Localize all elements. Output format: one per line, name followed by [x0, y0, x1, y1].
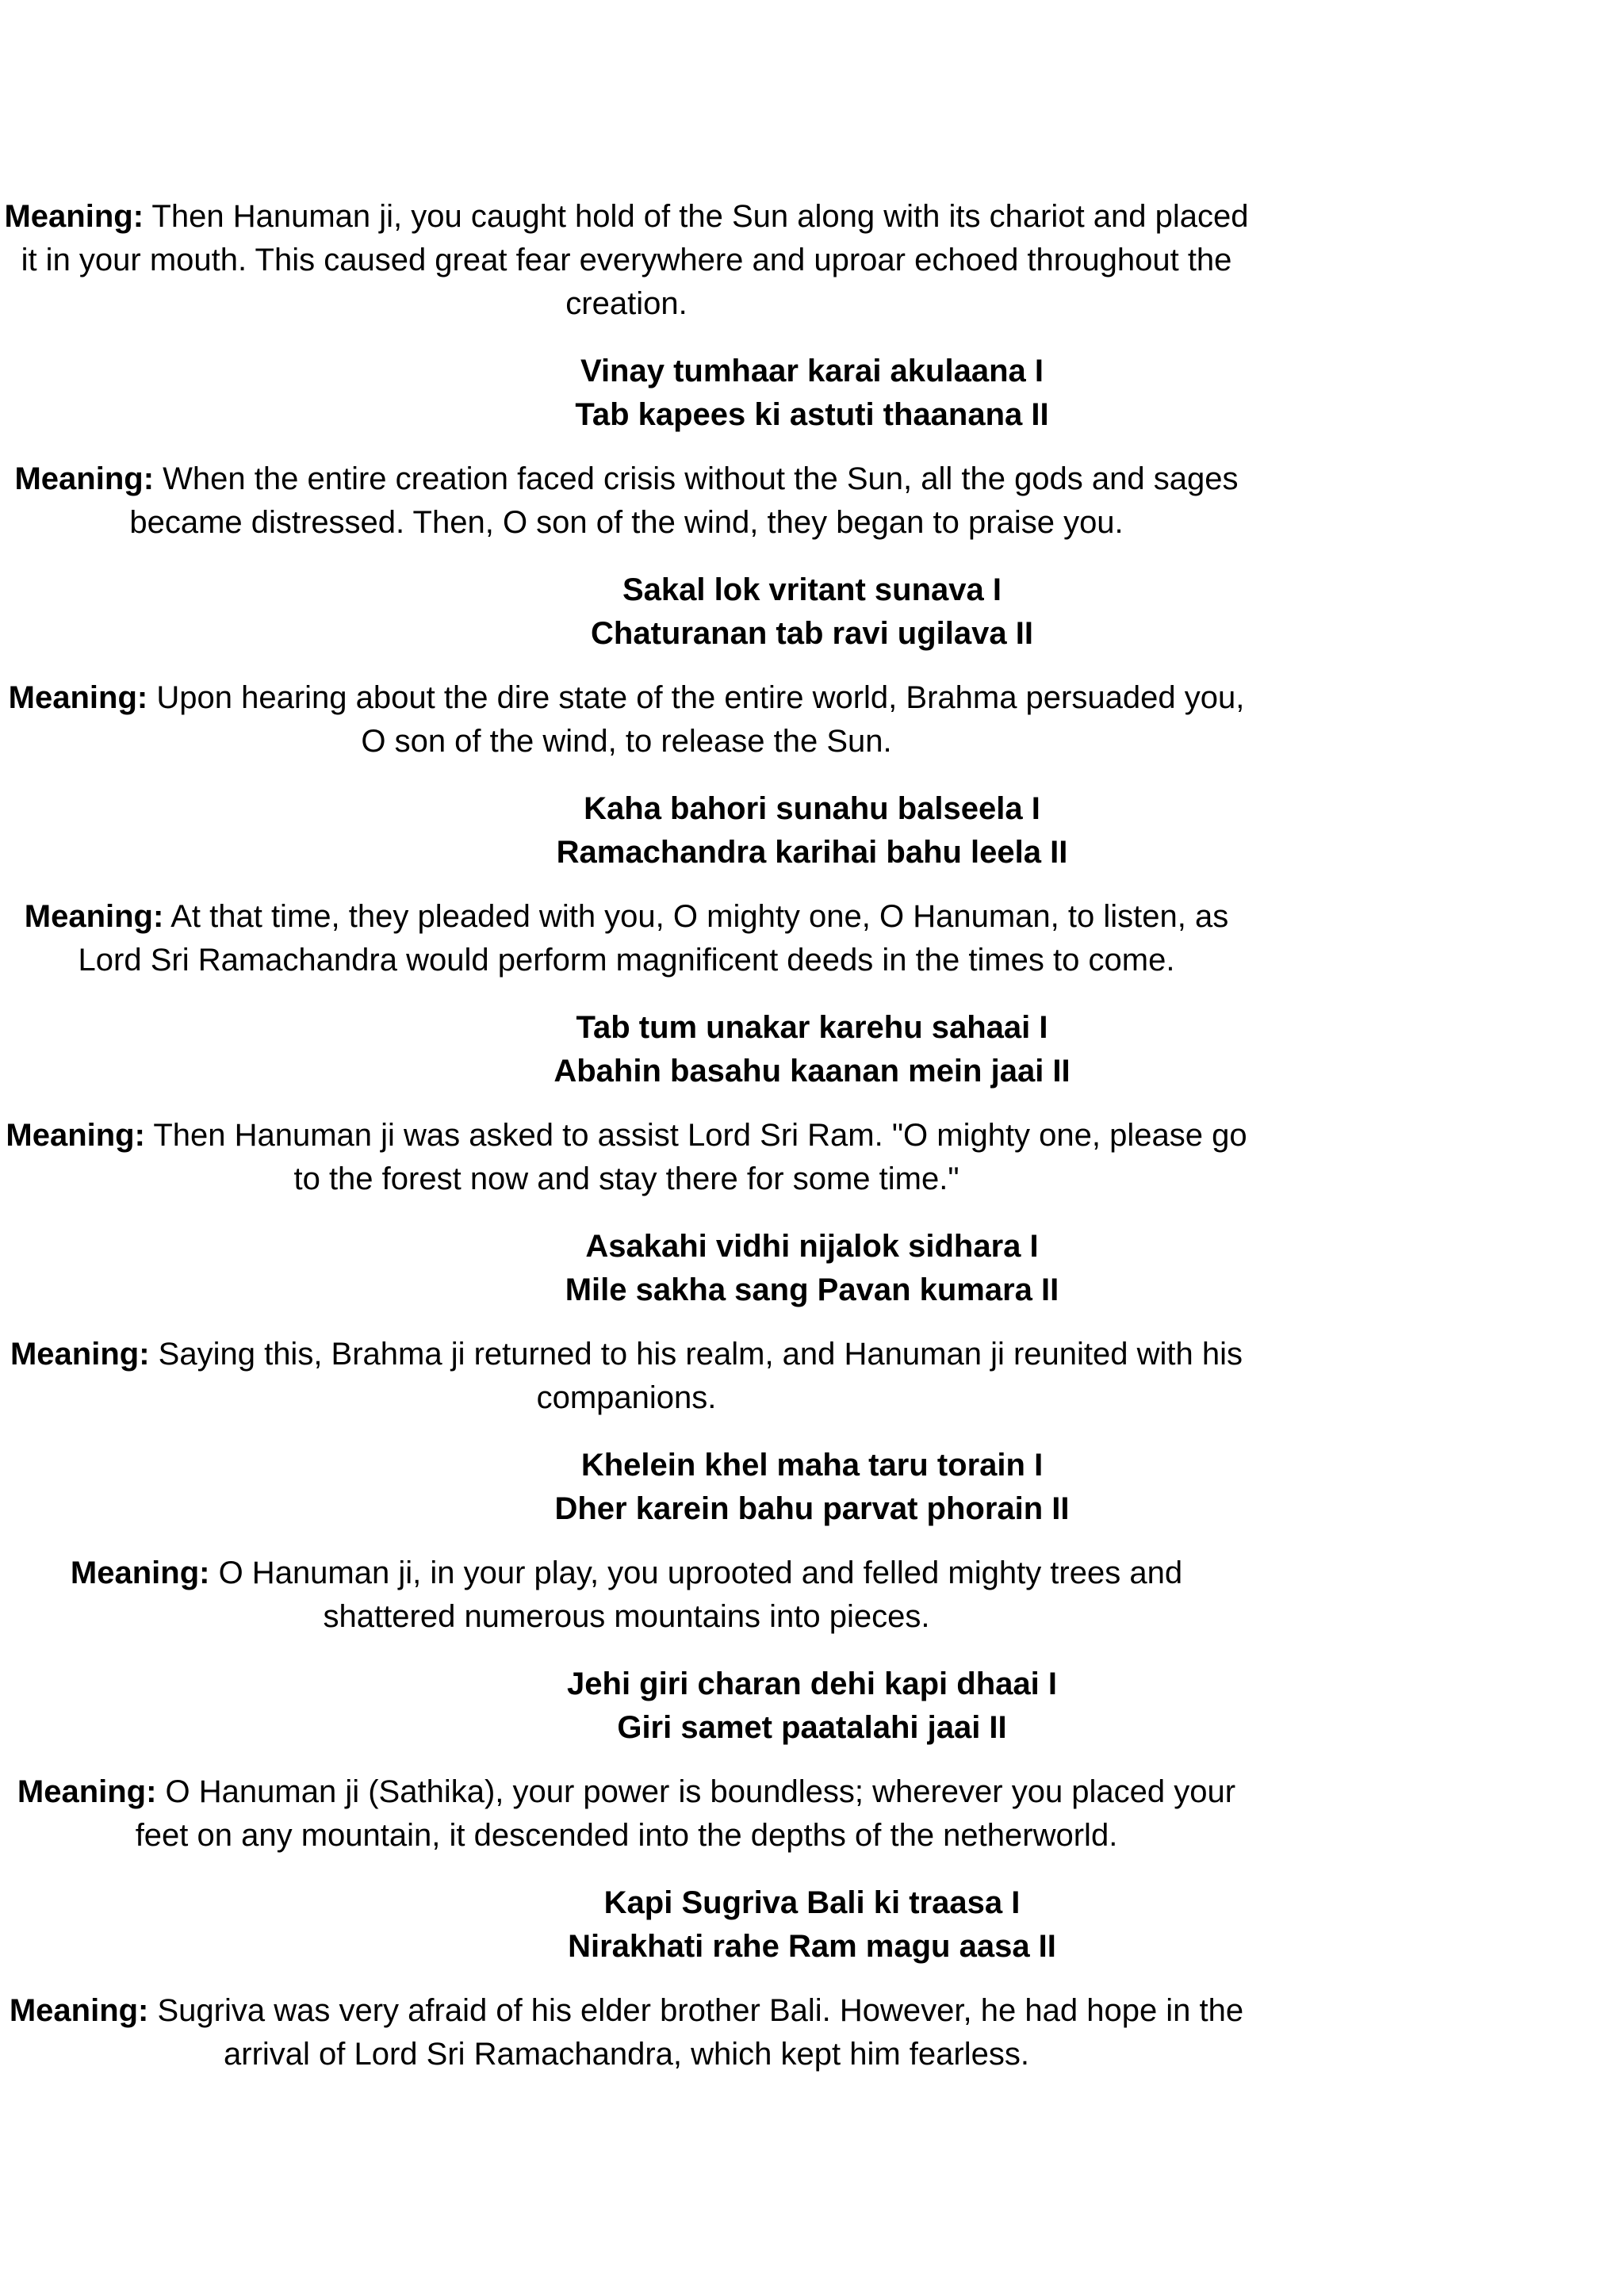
meaning-text: Upon hearing about the dire state of the entire world, Brahma persuaded you, O son of the wind, to release the Sun.	[156, 680, 1245, 759]
verse-line: Chaturanan tab ravi ugilava II	[591, 616, 1033, 651]
meaning-paragraph	[0, 895, 1253, 982]
verse-line: Dher karein bahu parvat phorain II	[554, 1491, 1070, 1526]
meaning-paragraph	[0, 457, 1253, 545]
meaning-text: When the entire creation faced crisis without the Sun, all the gods and sages became distressed. Then, O son of the wind, they began to praise you.	[129, 461, 1239, 540]
meaning-paragraph	[0, 1770, 1253, 1858]
meaning-text: Then Hanuman ji, you caught hold of the Sun along with its chariot and placed it in your mouth. This caused great fear everywhere and uproar echoed throughout the creation.	[21, 199, 1249, 321]
meaning-label: Meaning:	[6, 1118, 145, 1153]
meaning-label: Meaning:	[24, 899, 164, 934]
verse-line: Kapi Sugriva Bali ki traasa I	[603, 1885, 1021, 1920]
verse-line: Asakahi vidhi nijalok sidhara I	[585, 1229, 1039, 1264]
meaning-text: Saying this, Brahma ji returned to his realm, and Hanuman ji reunited with his companions.	[158, 1337, 1243, 1415]
meaning-text: At that time, they pleaded with you, O mighty one, O Hanuman, to listen, as Lord Sri Ramachandra would perform magnificent deeds in the times to come.	[78, 899, 1229, 978]
document-page	[0, 195, 1624, 2076]
verse-line: Abahin basahu kaanan mein jaai II	[553, 1054, 1071, 1089]
meaning-label: Meaning:	[17, 1774, 157, 1809]
verse-line: Vinay tumhaar karai akulaana I	[580, 354, 1044, 388]
verse-line: Nirakhati rahe Ram magu aasa II	[568, 1929, 1056, 1964]
meaning-label: Meaning:	[9, 1993, 149, 2028]
meaning-label: Meaning:	[8, 680, 148, 715]
meaning-label: Meaning:	[70, 1556, 210, 1590]
meaning-paragraph	[0, 1114, 1253, 1201]
verse-line: Tab tum unakar karehu sahaai I	[576, 1010, 1048, 1045]
meaning-paragraph	[0, 195, 1253, 326]
meaning-label: Meaning:	[14, 461, 155, 496]
meaning-paragraph	[0, 1989, 1253, 2076]
meaning-label: Meaning:	[4, 199, 144, 234]
meaning-paragraph	[0, 676, 1253, 763]
verse-line: Tab kapees ki astuti thaanana II	[575, 397, 1049, 432]
verse-line: Khelein khel maha taru torain I	[580, 1448, 1044, 1483]
meaning-text: O Hanuman ji, in your play, you uprooted and felled mighty trees and shattered numerous mountains into pieces.	[218, 1556, 1183, 1634]
verse-line: Sakal lok vritant sunava I	[622, 572, 1002, 607]
verse-line: Kaha bahori sunahu balseela I	[584, 791, 1040, 826]
verse-line: Giri samet paatalahi jaai II	[617, 1710, 1007, 1745]
meaning-paragraph	[0, 1333, 1253, 1420]
verse-line: Jehi giri charan dehi kapi dhaai I	[567, 1667, 1057, 1701]
meaning-paragraph	[0, 1552, 1253, 1639]
verse-line: Ramachandra karihai bahu leela II	[556, 835, 1068, 870]
meaning-text: O Hanuman ji (Sathika), your power is boundless; wherever you placed your feet on any mountain, it descended into the depths of the netherworld.	[135, 1774, 1236, 1853]
meaning-text: Then Hanuman ji was asked to assist Lord Sri Ram. "O mighty one, please go to the forest now and stay there for some time."	[153, 1118, 1247, 1196]
verse-line: Mile sakha sang Pavan kumara II	[565, 1272, 1059, 1307]
meaning-label: Meaning:	[10, 1337, 150, 1372]
meaning-text: Sugriva was very afraid of his elder brother Bali. However, he had hope in the arrival of Lord Sri Ramachandra, which kept him fearless.	[157, 1993, 1244, 2072]
